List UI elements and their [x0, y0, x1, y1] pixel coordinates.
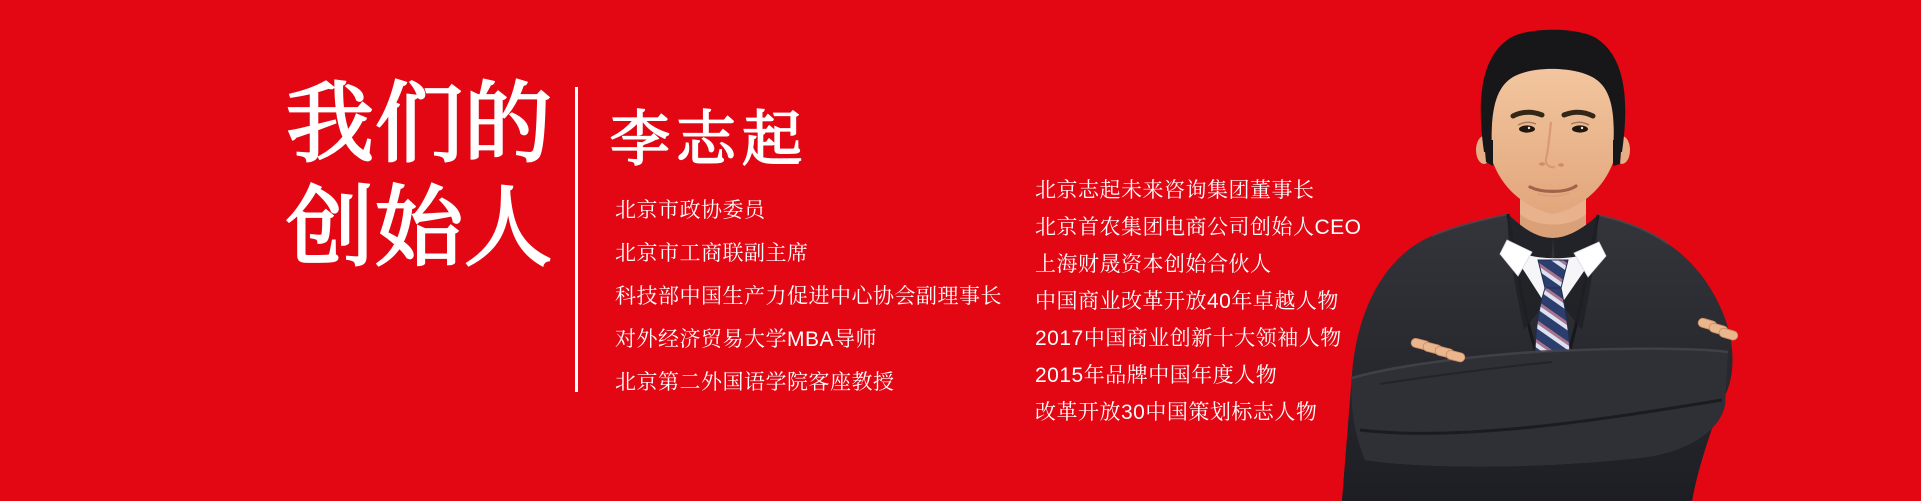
credential-item: 改革开放30中国策划标志人物 — [1035, 401, 1318, 424]
portrait-head — [1476, 30, 1630, 214]
banner-title-line2: 创始人 — [286, 178, 554, 277]
founder-name: 李志起 — [610, 107, 808, 173]
credential-item: 北京第二外国语学院客座教授 — [615, 371, 895, 394]
credential-item: 北京志起未来咨询集团董事长 — [1035, 179, 1315, 202]
credentials-left-column — [615, 200, 1002, 415]
credential-item: 上海财晟资本创始合伙人 — [1035, 253, 1272, 276]
credential-item: 北京首农集团电商公司创始人CEO — [1035, 216, 1362, 239]
portrait-crossed-arms — [1352, 349, 1728, 467]
banner-title — [286, 72, 553, 280]
credential-item: 对外经济贸易大学MBA导师 — [615, 328, 878, 351]
credential-item: 北京市政协委员 — [615, 199, 766, 222]
founder-photo — [1080, 0, 1740, 501]
banner-title-line1: 我们的 — [286, 74, 554, 173]
credential-item: 科技部中国生产力促进中心协会副理事长 — [615, 285, 1002, 308]
credential-item: 北京市工商联副主席 — [615, 242, 809, 265]
credential-item: 中国商业改革开放40年卓越人物 — [1035, 290, 1339, 313]
credential-item: 2015年品牌中国年度人物 — [1035, 364, 1278, 387]
credential-item: 2017中国商业创新十大领袖人物 — [1035, 327, 1342, 350]
vertical-divider — [575, 87, 578, 392]
